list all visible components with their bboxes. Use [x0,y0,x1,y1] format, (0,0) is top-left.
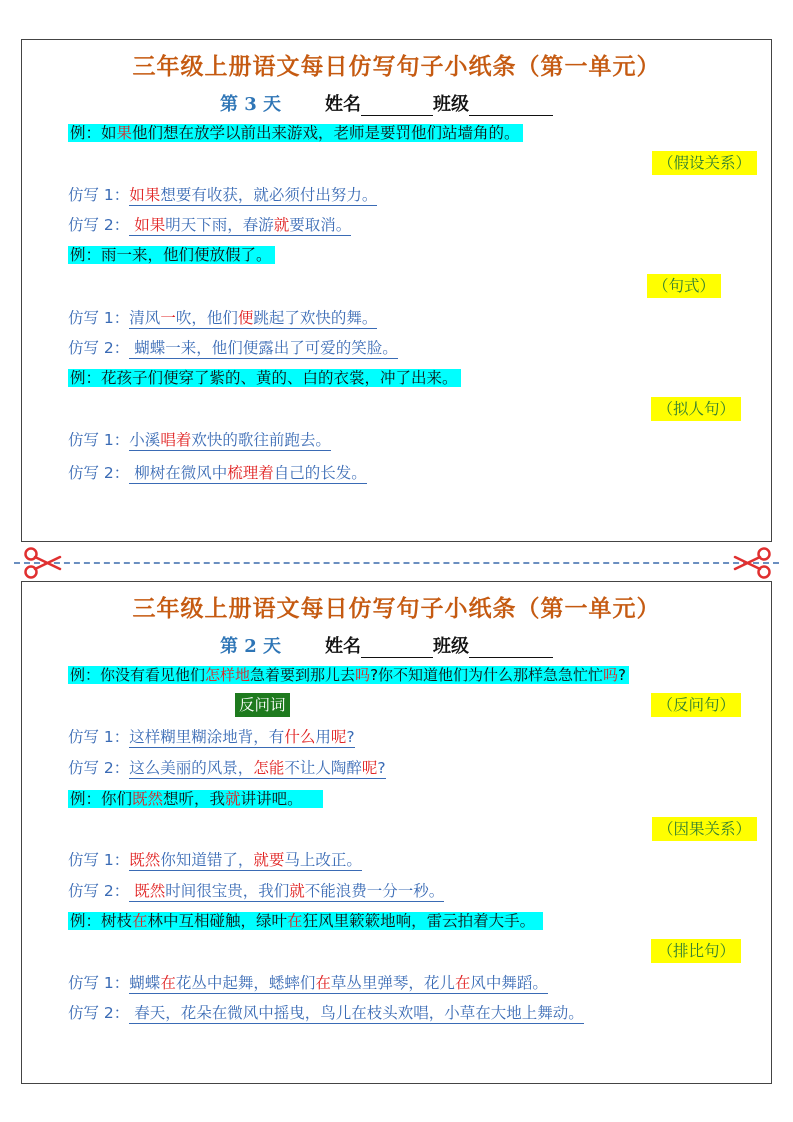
name-blank[interactable] [361,97,433,116]
example-sentence: 例：雨一来，他们便放假了。 [68,242,275,268]
imitation-2: 仿写 2： 蝴蝶一来，他们便露出了可爱的笑脸。 [68,339,398,357]
class-blank[interactable] [469,97,553,116]
class-label: 班级 [433,636,469,657]
worksheet-card-day3 [21,39,772,542]
imitation-2: 仿写 2： 如果明天下雨，春游就要取消。 [68,216,352,234]
example-sentence: 例：你没有看见他们怎样地急着要到那儿去吗?你不知道他们为什么那样急急忙忙吗? [68,662,629,688]
scissors-icon [22,546,62,580]
day-label: 第 3 天 [220,94,282,115]
sentence-type-tag: （假设关系） [652,151,757,175]
day-label: 第 2 天 [220,636,282,657]
imitation-1: 仿写 1：既然你知道错了，就要马上改正。 [68,851,362,869]
example-sentence: 例：如果他们想在放学以前出来游戏，老师是要罚他们站墙角的。 [68,120,523,146]
class-blank[interactable] [469,639,553,658]
example-sentence: 例：树枝在林中互相碰触，绿叶在狂风里簌簌地响，雷云拍着大手。 [68,908,543,934]
imitation-1: 仿写 1：小溪唱着欢快的歌往前跑去。 [68,431,331,449]
imitation-2: 仿写 2： 柳树在微风中梳理着自己的长发。 [68,464,367,482]
name-class-line [325,632,553,658]
cut-line [14,562,779,564]
imitation-2: 仿写 2： 既然时间很宝贵，我们就不能浪费一分一秒。 [68,882,445,900]
example-sentence: 例：花孩子们便穿了紫的、黄的、白的衣裳，冲了出来。 [68,365,461,391]
class-label: 班级 [433,94,469,115]
imitation-1: 仿写 1：这样糊里糊涂地背，有什么用呢? [68,728,355,746]
sentence-type-tag: （因果关系） [652,817,757,841]
name-blank[interactable] [361,639,433,658]
name-label: 姓名 [325,94,361,115]
card-title: 三年级上册语文每日仿写句子小纸条（第一单元） [132,53,661,80]
sentence-type-tag: （排比句） [651,939,741,963]
imitation-1: 仿写 1：如果想要有收获，就必须付出努力。 [68,186,378,204]
imitation-1: 仿写 1：清风一吹，他们便跳起了欢快的舞。 [68,309,378,327]
name-label: 姓名 [325,636,361,657]
rhetorical-word-tag: 反问词 [235,693,290,717]
scissors-icon [733,546,773,580]
worksheet-card-day2 [21,581,772,1084]
name-class-line [325,90,553,116]
sentence-type-tag: （反问句） [651,693,741,717]
imitation-2: 仿写 2： 春天，花朵在微风中摇曳，鸟儿在枝头欢唱，小草在大地上舞动。 [68,1004,584,1022]
example-sentence: 例：你们既然想听，我就讲讲吧。 [68,786,323,812]
sentence-type-tag: （拟人句） [651,397,741,421]
imitation-1: 仿写 1：蝴蝶在花丛中起舞，蟋蟀们在草丛里弹琴，花儿在风中舞蹈。 [68,974,548,992]
sentence-type-tag: （句式） [647,274,721,298]
imitation-2: 仿写 2：这么美丽的风景，怎能不让人陶醉呢? [68,759,386,777]
card-title: 三年级上册语文每日仿写句子小纸条（第一单元） [132,595,661,622]
